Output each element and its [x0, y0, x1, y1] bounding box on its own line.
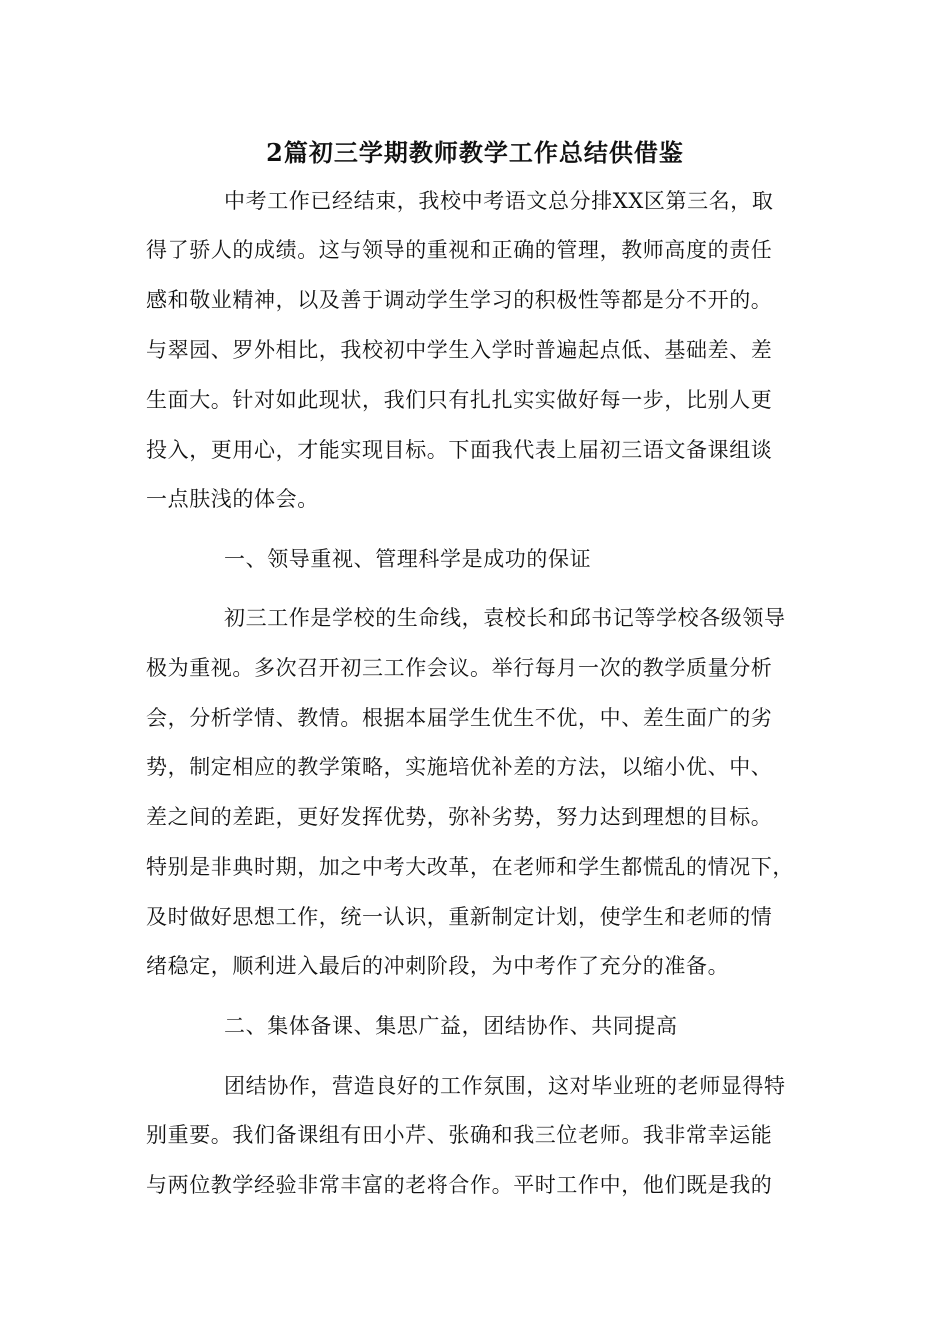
paragraph-line: 生面大。针对如此现状，我们只有扎扎实实做好每一步，比别人更 [146, 388, 773, 412]
paragraph-line: 中考工作已经结束，我校中考语文总分排XX区第三名，取 [224, 189, 774, 213]
paragraph-line: 差之间的差距，更好发挥优势，弥补劣势，努力达到理想的目标。 [146, 805, 773, 829]
paragraph-line: 会，分析学情、教情。根据本届学生优生不优，中、差生面广的劣 [146, 706, 773, 730]
paragraph-line: 极为重视。多次召开初三工作会议。举行每月一次的教学质量分析 [146, 656, 773, 680]
paragraph-line: 得了骄人的成绩。这与领导的重视和正确的管理，教师高度的责任 [146, 238, 773, 262]
section-heading: 二、集体备课、集思广益，团结协作、共同提高 [224, 1014, 678, 1038]
paragraph-line: 感和敬业精神，以及善于调动学生学习的积极性等都是分不开的。 [146, 288, 773, 312]
paragraph-line: 与翠园、罗外相比，我校初中学生入学时普遍起点低、基础差、差 [146, 338, 773, 362]
paragraph-line: 绪稳定，顺利进入最后的冲刺阶段，为中考作了充分的准备。 [146, 954, 730, 978]
document-title: 2篇初三学期教师教学工作总结供借鉴 [266, 138, 684, 167]
paragraph-line: 与两位教学经验非常丰富的老将合作。平时工作中，他们既是我的 [146, 1173, 773, 1197]
paragraph-line: 别重要。我们备课组有田小芹、张确和我三位老师。我非常幸运能 [146, 1123, 773, 1147]
paragraph-line: 团结协作，营造良好的工作氛围，这对毕业班的老师显得特 [224, 1074, 786, 1098]
paragraph-line: 投入，更用心，才能实现目标。下面我代表上届初三语文备课组谈 [146, 438, 773, 462]
paragraph-line: 特别是非典时期，加之中考大改革，在老师和学生都慌乱的情况下， [146, 855, 794, 879]
paragraph-line: 一点肤浅的体会。 [146, 487, 319, 511]
paragraph-line: 及时做好思想工作，统一认识，重新制定计划，使学生和老师的情 [146, 905, 773, 929]
paragraph-line: 初三工作是学校的生命线，袁校长和邱书记等学校各级领导 [224, 606, 786, 630]
paragraph-line: 势，制定相应的教学策略，实施培优补差的方法，以缩小优、中、 [146, 755, 773, 779]
section-heading: 一、领导重视、管理科学是成功的保证 [224, 547, 592, 571]
